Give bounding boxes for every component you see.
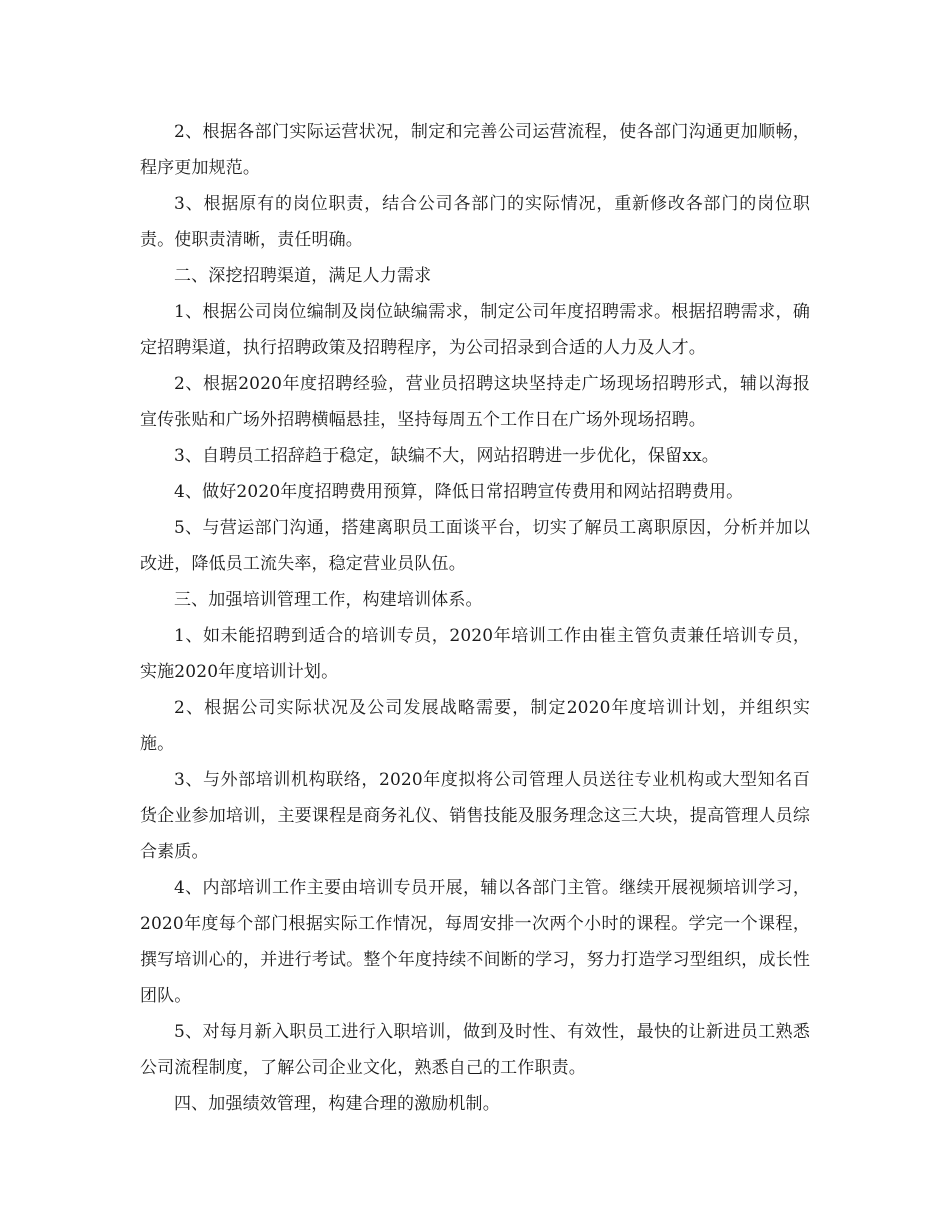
- paragraph: 2、根据各部门实际运营状况，制定和完善公司运营流程，使各部门沟通更加顺畅，程序更加规范。: [140, 122, 810, 178]
- paragraph: 3、与外部培训机构联络，2020年度拟将公司管理人员送往专业机构或大型知名百货企业参加培训，主要课程是商务礼仪、销售技能及服务理念这三大块，提高管理人员综合素质。: [140, 770, 810, 862]
- paragraph: 3、根据原有的岗位职责，结合公司各部门的实际情况，重新修改各部门的岗位职责。使职责清晰，责任明确。: [140, 194, 810, 250]
- paragraph: 3、自聘员工招辞趋于稳定，缺编不大，网站招聘进一步优化，保留xx。: [174, 446, 719, 466]
- paragraph: 5、对每月新入职员工进行入职培训，做到及时性、有效性，最快的让新进员工熟悉公司流程制度，了解公司企业文化，熟悉自己的工作职责。: [140, 1022, 810, 1078]
- section-heading: 四、加强绩效管理，构建合理的激励机制。: [174, 1094, 500, 1114]
- paragraph: 1、如未能招聘到适合的培训专员，2020年培训工作由崔主管负责兼任培训专员，实施2020年度培训计划。: [140, 626, 810, 682]
- paragraph: 2、根据2020年度招聘经验，营业员招聘这块坚持走广场现场招聘形式，辅以海报宣传张贴和广场外招聘横幅悬挂，坚持每周五个工作日在广场外现场招聘。: [140, 374, 810, 430]
- section-heading: 二、深挖招聘渠道，满足人力需求: [174, 266, 432, 286]
- document-body: [140, 114, 810, 1122]
- paragraph: 4、做好2020年度招聘费用预算，降低日常招聘宣传费用和网站招聘费用。: [174, 482, 744, 502]
- paragraph: 4、内部培训工作主要由培训专员开展，辅以各部门主管。继续开展视频培训学习，2020年度每个部门根据实际工作情况，每周安排一次两个小时的课程。学完一个课程，撰写培训心的，并进行考试。整个年度持续不间断的学习，努力打造学习型组织，成长性团队。: [140, 878, 810, 1006]
- paragraph: 5、与营运部门沟通，搭建离职员工面谈平台，切实了解员工离职原因，分析并加以改进，降低员工流失率，稳定营业员队伍。: [140, 518, 810, 574]
- paragraph: 1、根据公司岗位编制及岗位缺编需求，制定公司年度招聘需求。根据招聘需求，确定招聘渠道，执行招聘政策及招聘程序，为公司招录到合适的人力及人才。: [140, 302, 810, 358]
- paragraph: 2、根据公司实际状况及公司发展战略需要，制定2020年度培训计划，并组织实施。: [140, 698, 810, 754]
- section-heading: 三、加强培训管理工作，构建培训体系。: [174, 590, 483, 610]
